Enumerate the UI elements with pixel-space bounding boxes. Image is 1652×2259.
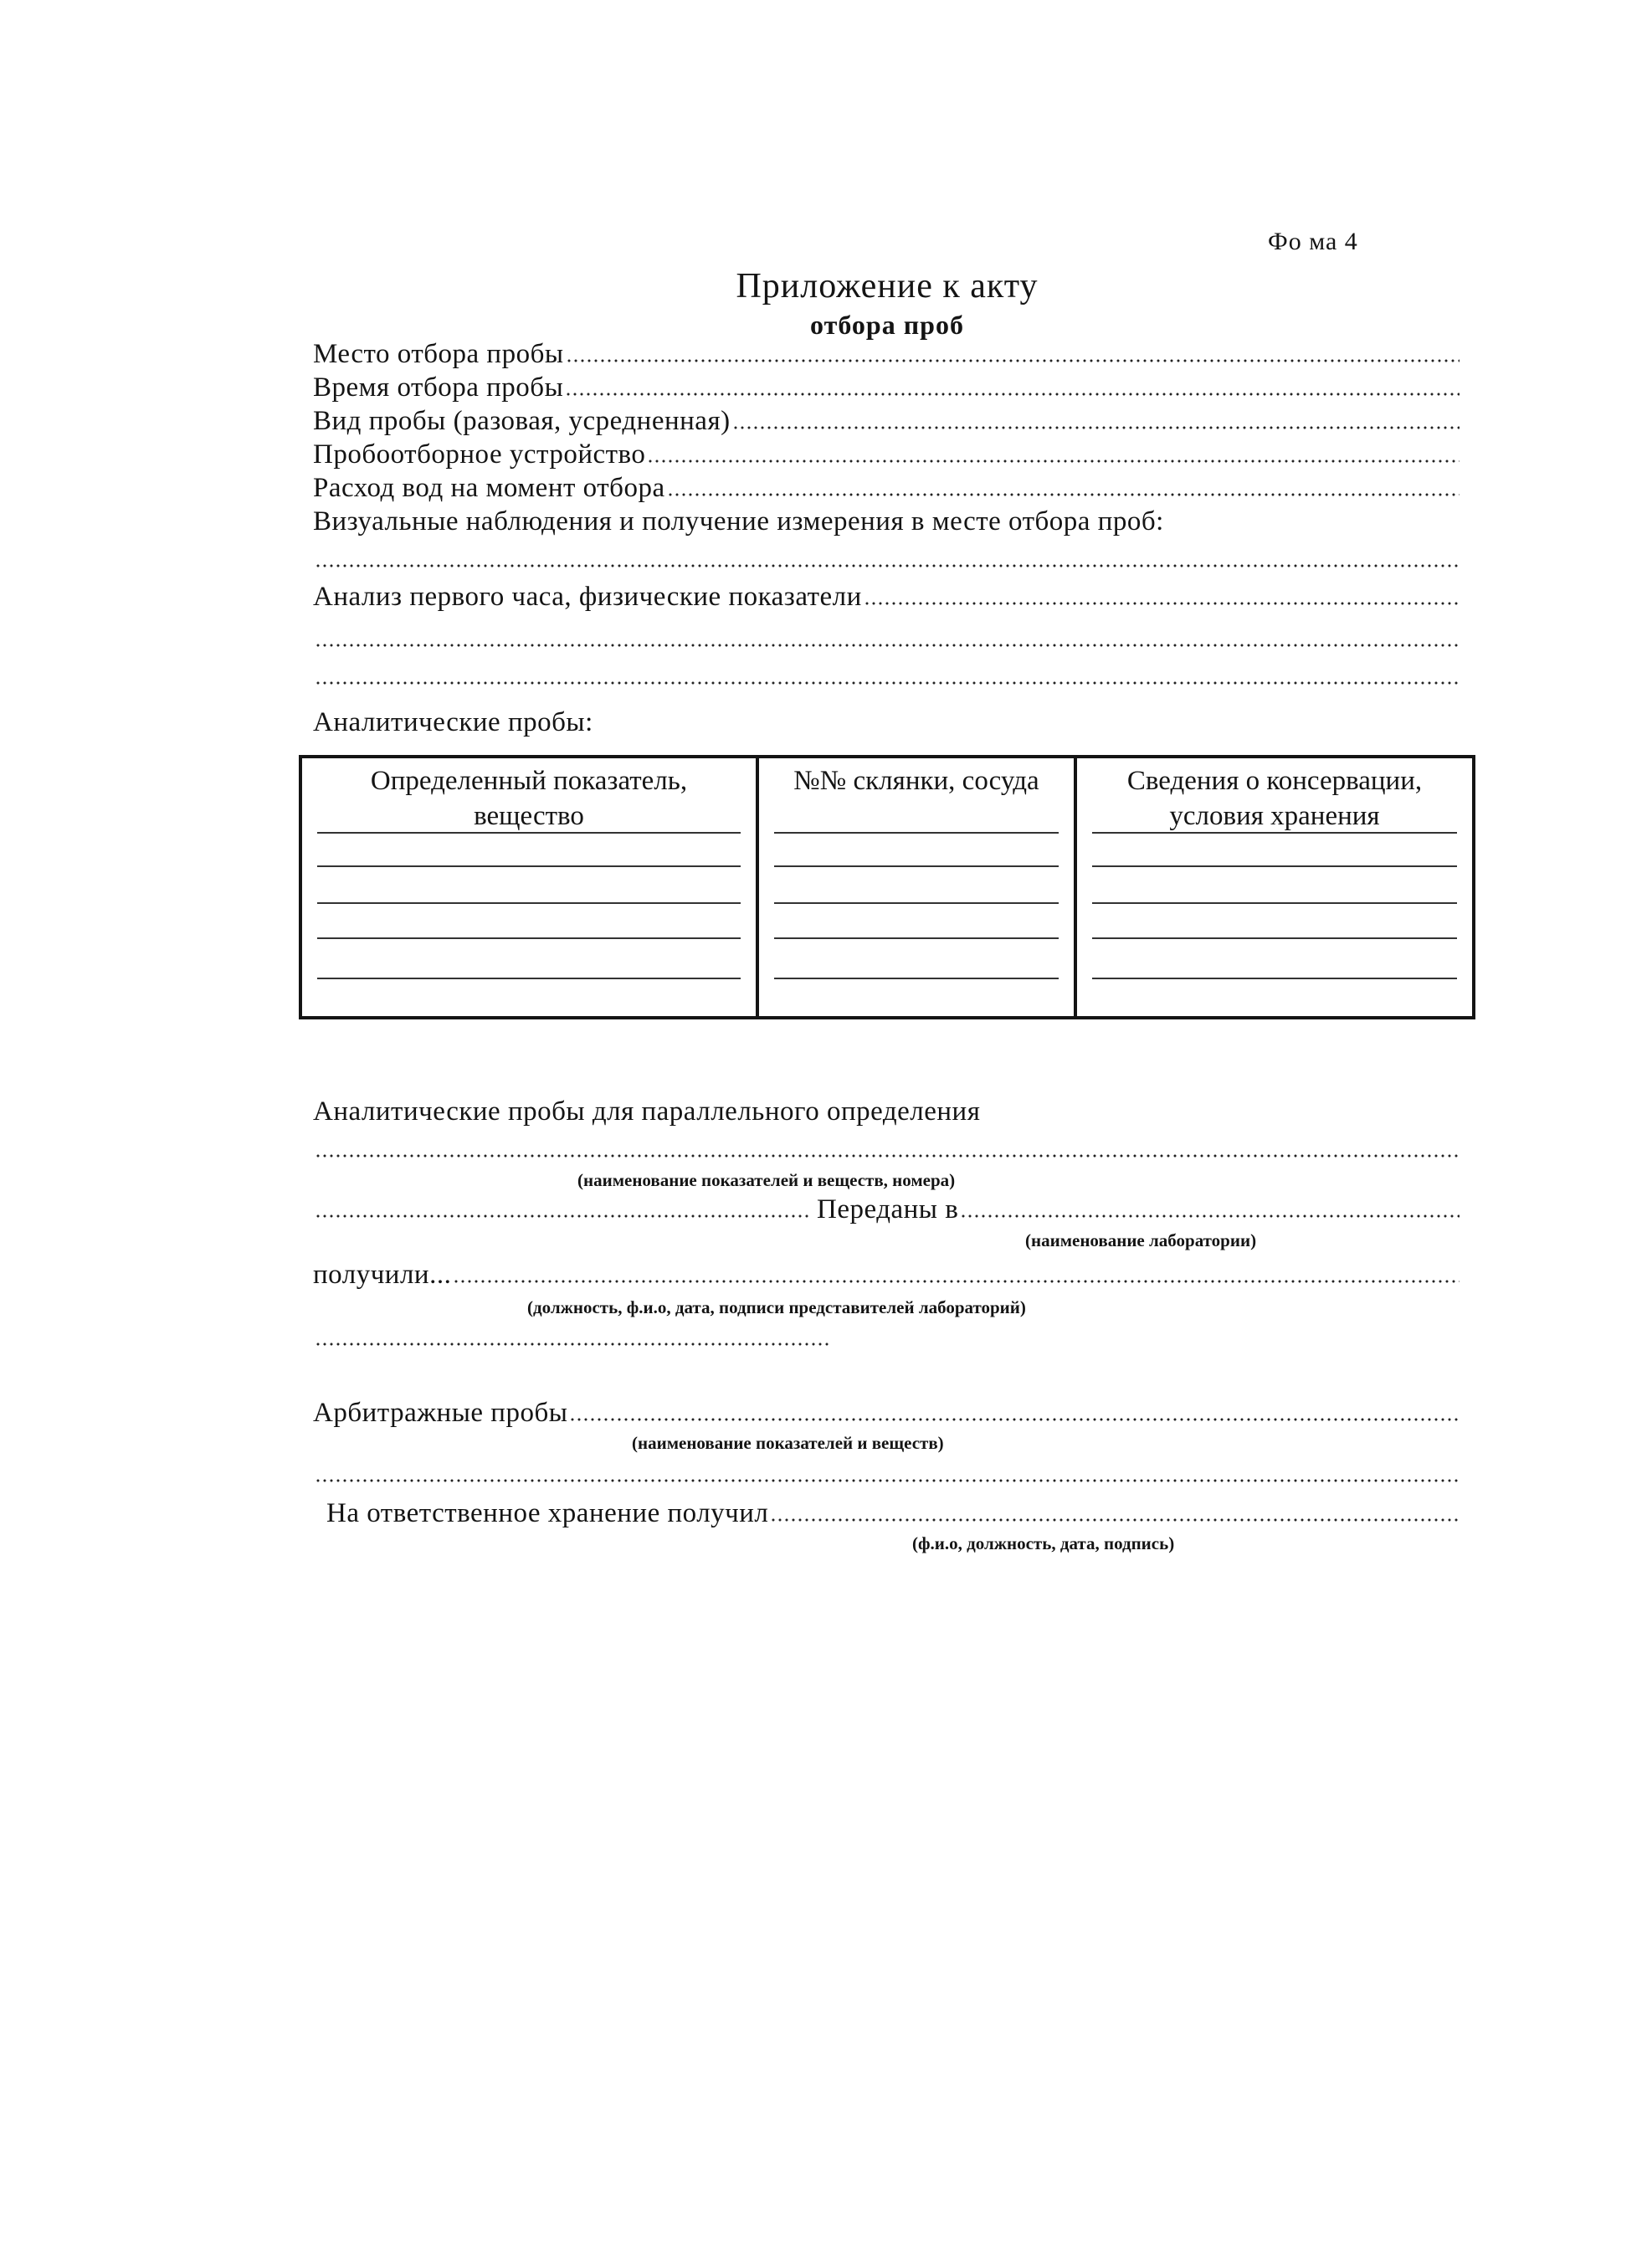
table-rule [774,865,1059,867]
field-place-label: Место отбора пробы [313,339,564,369]
table-header-conservation: Сведения о консервации, условия хранения [1126,766,1423,831]
field-visual-observations [313,502,1460,537]
field-arbitration-label: Арбитражные пробы [313,1398,568,1428]
parallel-heading [313,1092,1451,1127]
field-first-hour[interactable] [313,578,1460,613]
table-column-vessel [759,758,1077,1016]
field-storage[interactable] [326,1494,1460,1529]
field-transferred-label: Переданы в [817,1194,959,1224]
table-rule [1092,832,1457,834]
field-storage-label: На ответственное хранение получил [326,1498,769,1528]
fill-line [315,1341,832,1348]
table-rule [1092,902,1457,904]
fill-line [315,562,1460,569]
fill-line [732,424,1460,431]
field-place[interactable] [313,335,1460,370]
field-received[interactable] [313,1255,1460,1291]
page-title: Приложение к акту [736,267,1039,305]
table-rule [1092,865,1457,867]
caption-arbitration-names: (наименование показателей и веществ) [632,1433,944,1453]
table-rule [317,865,741,867]
analytic-heading [313,703,1460,738]
analytic-samples-table [299,755,1475,1019]
table-rule [774,937,1059,939]
caption-received: (должность, ф.и.о, дата, подписи представителей лабораторий) [527,1297,1026,1317]
blank-line[interactable] [313,619,1460,655]
table-rule [1092,937,1457,939]
analytic-heading-label: Аналитические пробы: [313,707,593,737]
page-subtitle: отбора проб [810,310,964,340]
table-column-indicator [302,758,759,1016]
fill-line [770,1517,1460,1523]
caption-storage: (ф.и.о, должность, дата, подпись) [912,1533,1175,1553]
blank-line[interactable] [313,1318,832,1353]
table-column-conservation [1077,758,1472,1016]
fill-line [565,391,1460,398]
field-sampling-device-label: Пробоотборное устройство [313,439,646,470]
table-rule [317,978,741,979]
table-rule [774,832,1059,834]
fill-line [864,600,1460,607]
field-transferred[interactable] [313,1190,1460,1225]
fill-line [647,458,1460,465]
field-water-flow-label: Расход вод на момент отбора [313,473,665,503]
field-received-label: получили... [313,1260,452,1290]
table-rule [1092,978,1457,979]
table-rule [774,902,1059,904]
table-header-vessel: №№ склянки, сосуда [793,766,1039,796]
fill-line [315,1213,808,1219]
form-number: Фо ма 4 [1268,228,1358,255]
fill-line [569,1416,1460,1423]
table-rule [317,832,741,834]
blank-line[interactable] [313,657,1460,692]
fill-line [960,1213,1460,1219]
table-header-indicator: Определенный показатель, вещество [370,766,688,831]
table-rule [317,902,741,904]
fill-line [566,357,1460,364]
fill-line [315,1153,1460,1159]
field-water-flow[interactable] [313,469,1460,504]
caption-laboratory: (наименование лаборатории) [1025,1230,1257,1250]
caption-parallel-names: (наименование показателей и веществ, номера) [577,1170,956,1190]
field-time-label: Время отбора пробы [313,372,564,403]
field-first-hour-label: Анализ первого часа, физические показатели [313,582,862,612]
field-sample-type[interactable] [313,402,1460,437]
parallel-heading-label: Аналитические пробы для параллельного определения [313,1096,981,1127]
fill-line [315,642,1460,649]
blank-line[interactable] [313,1455,1460,1490]
field-sampling-device[interactable] [313,435,1460,470]
fill-line [315,1477,1460,1484]
blank-line[interactable] [313,1130,1460,1165]
field-time[interactable] [313,368,1460,403]
field-arbitration[interactable] [313,1394,1460,1429]
blank-line[interactable] [313,540,1460,575]
fill-line [315,680,1460,686]
table-rule [317,937,741,939]
fill-line [453,1278,1460,1285]
table-rule [774,978,1059,979]
fill-line [667,491,1460,498]
field-visual-observations-label: Визуальные наблюдения и получение измерения в месте отбора проб: [313,506,1164,537]
field-sample-type-label: Вид пробы (разовая, усредненная) [313,406,731,436]
